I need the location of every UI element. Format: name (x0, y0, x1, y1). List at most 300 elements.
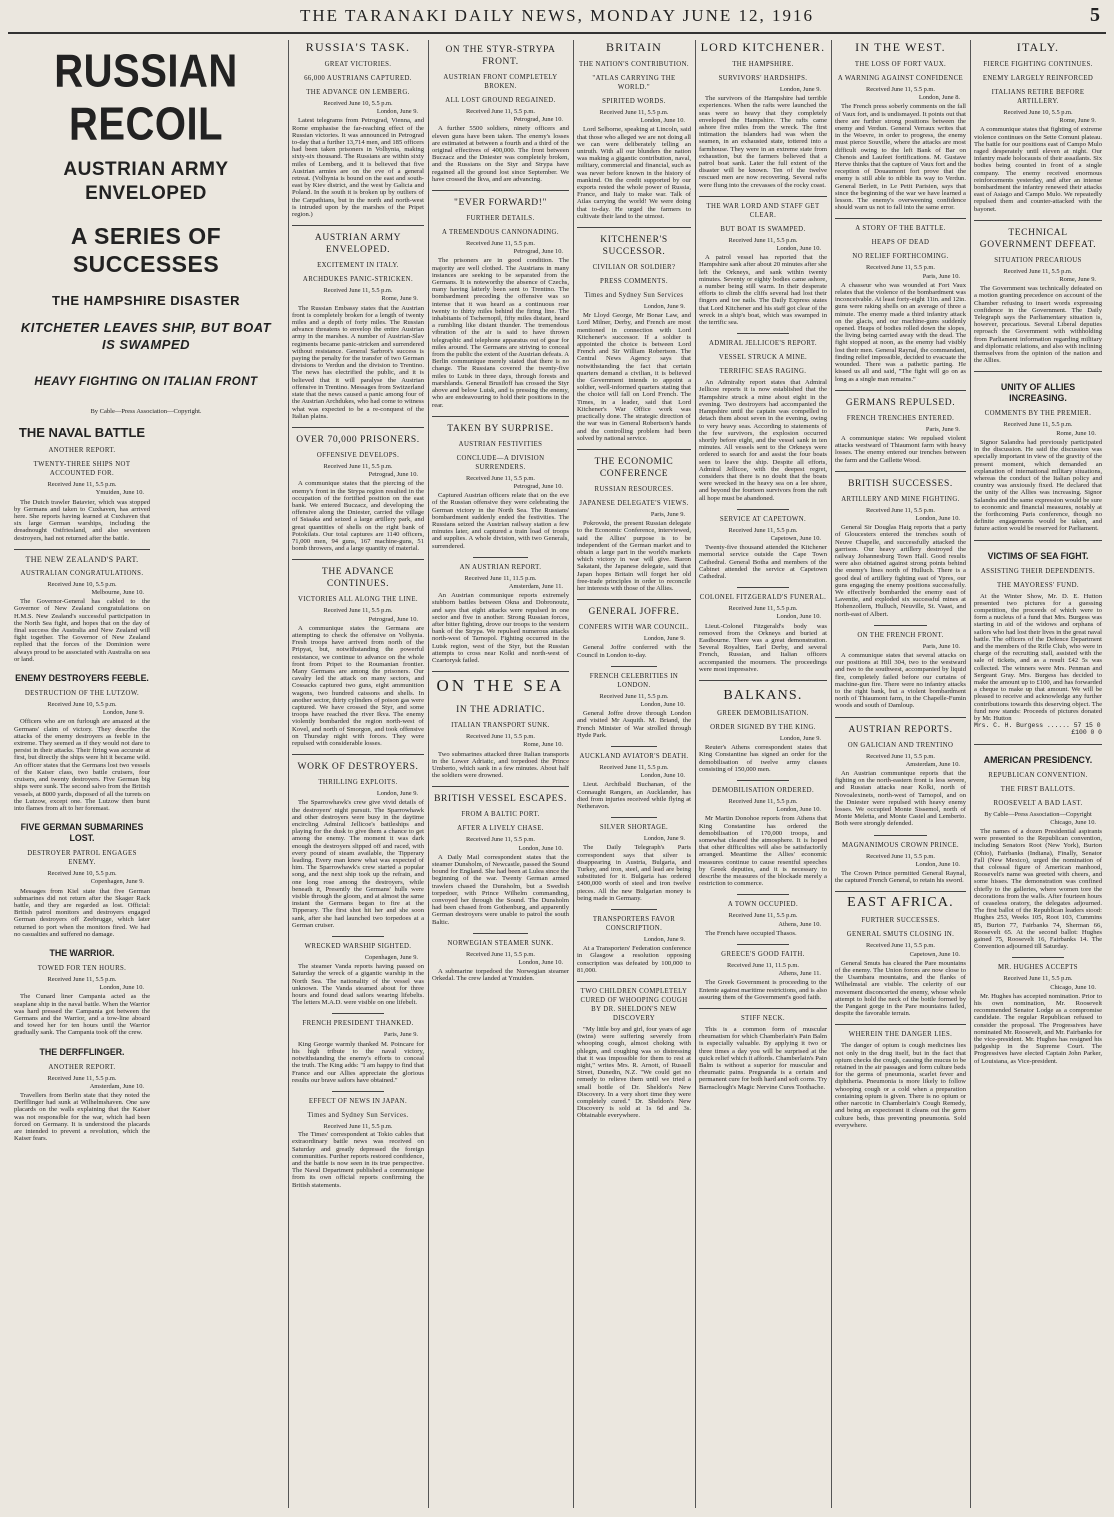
divider (577, 599, 691, 600)
dateline: Received June 11, 5.5 p.m. (728, 605, 798, 613)
subheading: Times and Sydney Sun Services. (307, 1111, 409, 1119)
subheading: FROM A BALTIC PORT. (461, 811, 540, 819)
dateline: Received June 11, 5.5 p.m. (728, 798, 798, 805)
article-text: The Government was technically defeated on a motion granting precedence on account of the Chamber refusing to insert words expressing confidence in the Government. The Daily Telegraph says the Parliamentary situation is, however, precarious. Several Liberal deputies reproach the Government with withholding from Parliament information regarding military and diplomatic relations, and also with inclining themselves from the opinion of the nation and the Allies. (974, 285, 1102, 365)
divider (874, 835, 926, 836)
article-text: The French have occupied Thasos. (705, 929, 797, 937)
place-line: London, June 10. (640, 117, 685, 125)
fund-line: Mrs. C. H. Burgess ...... 57 15 0 (974, 722, 1101, 730)
subheading: A TREMENDOUS CANNONADING. (442, 229, 559, 237)
section-heading: GERMANS REPULSED. (845, 397, 956, 408)
subheading: JAPANESE DELEGATE'S VIEWS. (579, 499, 689, 507)
section-heading: SILVER SHORTAGE. (599, 824, 669, 832)
subheading: ENEMY LARGELY REINFORCED (982, 75, 1094, 82)
dateline: Received June 11, 5.5 p.m. (599, 109, 669, 116)
place-line: Chicago, June 10. (1050, 818, 1096, 826)
place-line: Petrograd, June 10. (368, 471, 418, 479)
column-4 (577, 38, 691, 1508)
headline-kitchener: KITCHETER LEAVES SHIP, BUT BOAT IS SWAMPED (20, 320, 272, 352)
article-text: The survivors of the Hampshire had terrible experiences. When the rafts were launched the seas were so heavy that they completely enveloped the Hampshire. The rafts came ashore five miles from the wreck. The first intimation the islanders had was when the seamen, in an exhausted state, tottered into a farmhouse. They were in an extreme state from exhaustion, but the farmers believed that a patrol boat sank. Later the full extent of the disaster will be known. Ten of the twelve rescued men are now recovering. Several rafts were flung into the crevasses of the rocky coast. (699, 95, 827, 189)
divider (473, 933, 528, 934)
article-text: A patrol vessel has reported that the Hampshire sank after about 20 minutes after she left the Orkneys, and sank within twenty minutes. Seventy or eighty bodies came ashore, a number being still warm. In their desperate efforts to climb the cliffs several had lost their fingers and toe nails. The Daily Express states that Lord Kitchener and his staff got clear of the wreck in a ship's boat, which was swamped in the terrific sea. (699, 254, 827, 327)
subheading: DESTROYER PATROL ENGAGES ENEMY. (27, 850, 137, 867)
headline-series-successes: A SERIES OF SUCCESSES (70, 223, 222, 277)
subheading: PRESS COMMENTS. (600, 278, 668, 286)
section-heading: COLONEL FITZGERALD'S FUNERAL. (699, 594, 827, 602)
divider (332, 936, 385, 937)
advertisement-text: The danger of opium is cough medicines lies not only in the drug itself, but in the fact that opium checks the cough, causing the mucus to be retained in the air passages and form culture beds for the germs of pneumonia, scarlet fever and diphtheria. Pneumonia is more likely to follow whooping cough or a cold when a preparation containing opium is given. There is no opium or other narcotic in Chamberlain's Cough Remedy, and being an expectorant it cleans out the germ culture beds, thus preventing pneumonia. Sold everywhere. (835, 1042, 966, 1129)
subheading: THE LOSS OF FORT VAUX. (854, 61, 947, 68)
article-text: King George warmly thanked M. Poincare for his high tribute to the naval victory, notwithstanding the enemy's efforts to conceal the truth. The King adds: "I am happy to find that France and our Allies appreciate the glorious results our brave sailors have obtained." (292, 1040, 424, 1084)
section-heading: SERVICE AT CAPETOWN. (719, 515, 807, 523)
section-heading: MR. HUGHES ACCEPTS (998, 964, 1078, 972)
subheading: ANOTHER REPORT. (48, 1063, 116, 1071)
subheading: RUSSIAN RESOURCES. (594, 485, 674, 493)
column-lead (14, 38, 278, 1508)
subheading: TERRIFIC SEAS RAGING. (719, 368, 807, 376)
dateline: Received June 11, 5.5 p.m. (466, 474, 535, 482)
article-text: A Daily Mail correspondent states that the steamer Dunsholm, of Newcastle, passed the Sound bound for England. She had been at Lulea since the beginning of the war. Twenty German armed trawlers chased the Dunsholm, but a Swedish torpedoer, with Prince Wilhelm commanding, convoyed her through the Sound. The Dunsholm had been chased from Gothenburg, and apparently German destroyers were unable to patrol the south Baltic. (432, 853, 569, 926)
dateline: Received June 11, 5.5 p.m. (466, 108, 535, 115)
divider (611, 666, 657, 667)
section-heading: ITALY. (1016, 40, 1060, 54)
article-text: General Sir Douglas Haig reports that a party of Gloucesters entered the trenches south of Neuve Chapelle, and successfully attacked the garrison. Our heavy artillery destroyed the railway Johannesburg Town Hall. Good results were also obtained against strong points behind the enemy's lines north of Hulluch. There is a good deal of artillery fighting east of Ypres, our guns engaging the enemy positions successfully. We effectively bombarded the enemy east of Laventie, and exploded six successful mines at Hohenzollern, Hulluch, Neuville, St. Vaast, and north-east of Albert. (835, 524, 966, 618)
section-heading: "EVER FORWARD!" (453, 198, 548, 209)
divider (699, 680, 827, 681)
article-text: Captured Austrian officers relate that on the eve of the Russian offensive they were celebrating the German victory in the North Sea. The Russians' bombardment suddenly ended the festivities. The Russians seized the Austrian railway station a few minutes later, and captured a train load of troops and supplies. A whole division, with two Generals, surrendered. (432, 492, 569, 550)
subheading: GREEK DEMOBILISATION. (717, 709, 809, 717)
place-line: London, June 9. (643, 635, 685, 643)
subheading: A WARNING AGAINST CONFIDENCE (837, 75, 964, 82)
article-text: A communique states: We repulsed violent attacks westward of Thiaumont farm with heavy losses. The enemy entered our trenches between the farm and the Caillette Wood. (835, 434, 966, 464)
place-line: Petrograd, June 10. (513, 248, 563, 256)
subheading: CIVILIAN OR SOLDIER? (592, 264, 676, 272)
article-text: General Joffre drove through London and visited Mr Asquith. M. Briand, the French Minister of War strolled through Hyde Park. (577, 710, 691, 739)
subheading: SITUATION PRECARIOUS (994, 256, 1082, 264)
subheading: THRILLING EXPLOITS. (318, 779, 398, 787)
column-rule (970, 40, 971, 1508)
subheading: THE MAYORESS' FUND. (996, 581, 1080, 589)
divider (974, 744, 1102, 745)
article-text: The prisoners are in good condition. The majority are well clothed. The Austrians in many instances are seeking to be separated from the Germans. It is noteworthy the absence of Czechs, many having latterly been sent to Trentino. The bombardment preceding the offensive was so intense that it was heard as a continuous roar twenty to thirty miles behind the firing line. The inhabitants of Tschernopil, fifty miles distant, heard a rumbling like distant thunder. The tremendous vibration of the air is said to have thrown telegraphic and telephone apparatus out of gear for miles around. The Germans are striving to conceal from the public the extent of the Austrian defeats. A Berlin communique merely stated that there is no change. The Russians covered the twenty-five miles to Lutsk in three days, through forests and marshlands. General Brusiloff has crossed the Styr above and below Lutsk, and is pressing the enemy, who are endeavouring to hold their positions in the rear. (432, 257, 569, 409)
place-line: Amsterdam, June 10. (905, 760, 960, 768)
divider (737, 894, 788, 895)
place-line: Paris, June 9. (650, 510, 685, 518)
section-heading: VICTIMS OF SEA FIGHT. (987, 550, 1089, 561)
subheading: DESTRUCTION OF THE LUTZOW. (24, 690, 140, 698)
naval-battle-heading: THE NAVAL BATTLE (18, 425, 146, 441)
dateline: Received June 11, 5.5 p.m. (728, 526, 798, 534)
article-text: Two submarines attacked three Italian transports in the Lower Adriatic, and torpedoed the Prince Umberto, which sank in a few minutes. About half the soldiers were drowned. (432, 750, 569, 780)
section-heading: KITCHENER'S SUCCESSOR. (600, 235, 668, 258)
section-heading: EFFECT OF NEWS IN JAPAN. (308, 1097, 408, 1105)
divider (292, 427, 424, 428)
place-line: London, June 10. (776, 245, 821, 253)
article-text: General Smuts has cleared the Pare mountains of the enemy. The Union forces are now close to the Usambara mountains, and the flanks of Wilhelmstal are visible. The celerity of our movement disconcerted the enemy, whose whole attempt to hold the neck of the bottle formed by the Pangani gorge in the Pare mountains failed, despite the favorable terrain. (835, 959, 966, 1018)
advertisement-text: This is a common form of muscular rheumatism for which Chamberlain's Pain Balm is especially valuable. By applying it two or three times a day you will be surprised at the quick relief which it affords. Chamberlain's Pain Balm is without a superior for muscular and rheumatic pains. Pregnanda is a certain and permanent cure for both hard and soft corns. Try Barnsclough's Magic Nervine Cures Toothache. (699, 1026, 827, 1091)
place-line: Rome, June 9. (1059, 117, 1096, 125)
place-line: London, June 10. (99, 984, 144, 992)
subheading: AUSTRIAN FESTIVITIES (458, 440, 543, 448)
byline: By Cable—Press Association—Copyright (984, 810, 1092, 818)
column-rule (831, 40, 832, 1508)
headline-italian-front: HEAVY FIGHTING ON ITALIAN FRONT (34, 376, 258, 388)
article-text: An Austrian communique reports extremely stubborn battles between Okna and Dobronoutz, and says that eight attacks were repulsed in one sector and five in another. Strong Russian forces, after bitter fighting, drove our troops to the western bank of the Strypa. We repulsed numerous attacks north-west of Tarnopol. Fighting occurred in the Lutsk region, west of the Styr, but the Russian attempts to cross near Kolki and north-west of Czartorysk failed. (432, 592, 569, 664)
divider (874, 625, 926, 626)
article-text: Mr. Hughes has accepted nomination. Prior to his own nomination, Mr. Roosevelt recommended Senator Lodge as a compromise candidate. The regular Republican refused to consider the proposal. The Progressives have nominated Mr. Roosevelt, and Mr. Fairbanks for the vice-president. Mr. Hughes has resigned his judgeship in the Supreme Court. The Progressives have elected Captain John Parker, of Louisiana, as Vice-president. (974, 992, 1102, 1065)
place-line: Petrograd, June 10. (513, 482, 563, 490)
place-line: London, June 9. (376, 790, 418, 798)
article-text: General Joffre conferred with the Council in London to-day. (577, 644, 691, 659)
article-text: Lieut.-Colonel Fitzgerald's body was removed from the Orkneys and buried at Eastbourne. There was a great demonstration. Several Royalties, Earl Derby, and several French, Russian, and Italian officers accompanied the mourners. The proceedings were most impressive. (699, 622, 827, 673)
section-heading: DEMOBILISATION ORDERED. (711, 787, 815, 794)
subheading: THE FIRST BALLOTS. (1000, 785, 1076, 793)
divider (332, 1091, 385, 1092)
section-heading: ENEMY DESTROYERS FEEBLE. (15, 673, 149, 684)
section-heading: BRITISH VESSEL ESCAPES. (434, 794, 567, 805)
subheading: ASSISTING THEIR DEPENDENTS. (980, 567, 1096, 575)
dateline: Received June 11, 5.5 p.m. (728, 236, 798, 244)
place-line: London, June 9. (102, 709, 144, 717)
dateline: Received June 11, 5.5 p.m. (47, 481, 117, 489)
section-heading: TAKEN BY SURPRISE. (447, 423, 554, 434)
dateline: Received June 11, 5.5 p.m. (599, 763, 669, 771)
page-number: 5 (1090, 4, 1100, 26)
section-heading: THE ECONOMIC CONFERENCE (594, 456, 674, 479)
byline: By Cable—Press Association—Copyright. (90, 408, 202, 415)
place-line: Copenhagen, June 9. (364, 954, 418, 962)
place-line: London, June 10. (776, 613, 821, 621)
place-line: London, June 9. (376, 108, 418, 116)
divider (835, 717, 966, 718)
dateline: Received June 11, 5.5 p.m. (866, 264, 935, 272)
divider (292, 225, 424, 226)
divider (699, 196, 827, 197)
subheading: FIERCE FIGHTING CONTINUES. (983, 61, 1093, 68)
subheading: Times and Sydney Sun Services (584, 292, 684, 300)
section-heading: NORWEGIAN STEAMER SUNK. (447, 939, 554, 947)
divider (611, 909, 657, 910)
article-text: The Times' correspondent at Tokio cables that extraordinary battle news was received on Saturday and greatly depressed the foreign communities. Further reports restored confidence, and the battle is now seen in its true perspective. The Naval Department published a communique from its own official reports confirming the British statements. (292, 1131, 424, 1189)
column-6 (835, 38, 966, 1508)
subheading: THE ADVANCE ON LEMBERG. (306, 89, 410, 96)
article-text: Reuter's Athens correspondent states that King Constantine has signed an order for the demobilisation of twelve army classes consisting of 150,000 men. (699, 744, 827, 773)
article-text: A further 5500 soldiers, ninety officers and eleven guns have been taken. The enemy's losses are estimated at between a fourth and a third of the original effectives of 400,000. The front between Buczacz and the Dniester was completely broken, and the Russians on the Styr and Strypa have regained all the ground lost since September. We have crossed the Ikva, and are advancing. (432, 125, 569, 183)
subheading: CONFERS WITH WAR COUNCIL. (578, 624, 690, 632)
article-text: Pokrovski, the present Russian delegate to the Economic Conference, interviewed, said the Allies' purpose is to be independent of the German market and to obtain a large part in the world's markets which victory in war will give. Baron Sakatani, the Japanese delegate, said that Japan hopes Britain will forget her old free-trade principles in order to reconcile her interests with those of the Allies. (577, 520, 691, 592)
section-heading: FRENCH CELEBRITIES IN LONDON. (589, 672, 679, 689)
section-heading: ON THE SEA (436, 676, 565, 696)
divider (577, 227, 691, 228)
divider (737, 780, 788, 781)
section-heading: OVER 70,000 PRISONERS. (296, 434, 420, 445)
section-heading: GENERAL JOFFRE. (588, 607, 680, 618)
dateline: Received June 11, 5.5 p.m. (466, 950, 535, 958)
article-text: The steamer Vanda reports having passed on Saturday the wreck of a gigantic warship in the North Sea. The nationality of the vessel was unknown. The Vanda steamed about for three hours and found dead sailors wearing lifebelts. The letters M.A.D. were visible on one lifebelt. (292, 963, 424, 1007)
section-heading: LORD KITCHENER. (700, 40, 826, 54)
subheading: THE HAMPSHIRE. (732, 61, 794, 68)
advertisement-heading: WHEREIN THE DANGER LIES. (848, 1031, 953, 1039)
divider (737, 333, 788, 334)
divider (473, 557, 528, 558)
divider (611, 817, 657, 818)
divider (577, 449, 691, 450)
subheading: SURVIVORS' HARDSHIPS. (718, 75, 808, 82)
subheading: BUT BOAT IS SWAMPED. (720, 225, 806, 233)
section-heading: AN AUSTRIAN REPORT. (459, 563, 542, 571)
article-text: The Crown Prince permitted General Raynal, the captured French General, to retain his sword. (835, 870, 966, 885)
divider (974, 371, 1102, 372)
place-line: Rome, June 9. (1059, 276, 1096, 284)
article-text: A communique states that the piercing of the enemy's front in the Strypa region resulted in the occupation of the fortified position on the east bank. We entered Buczacz, and developing the offensive along the Dniester, carried the village of Ssiaaka and seized a large artillery park, and great quantities of shells on the right bank of Potokilats. Our total captures are 1140 officers, 71,000 men, 94 guns, 167 machine-guns, 51 bomb throwers, and a large quantity of material. (292, 480, 424, 553)
article-text: A communique states the Germans are attempting to check the offensive on Volhynia. Fresh troops have arrived from north of the Pripyat, but, notwithstanding the powerful resistance, we continue to advance on the whole front from Pripet to the Roumanian frontier. Many Germans are among the prisoners. Our cavalry led the attack on many sectors, and Cossacks captured two guns, eight ammunition wagons, two hundred caissons and shells. In another sector, thirty cylinders of poison gas were captured. We have crossed the Styr, and some troops have reached the river Ikva. The enemy violently bombarded the region north-west of Kovel, and north of Smorgon, and took offensive on Thursday night with forces. They were repulsed with considerable losses. (292, 624, 424, 747)
dateline: Received June 10, 5.5 p.m. (47, 870, 117, 878)
place-line: London, June 10. (915, 514, 960, 522)
section-heading: THE ADVANCE CONTINUES. (321, 567, 395, 590)
section-heading: ADMIRAL JELLICOE'S REPORT. (708, 340, 818, 348)
place-line: London, June 10. (776, 806, 821, 814)
divider (974, 220, 1102, 221)
place-line: London, June 10. (518, 959, 563, 967)
article-text: The Sparrowhawk's crew give vivid details of the destroyers' night pursuit. The Sparrowhawk and other destroyers were busy in the daytime encircling Admiral Jellicoe's battleships and playing for the dusk to give them a chance to get among the enemy. The moment it was dark enough the destroyers slipped off and raced, with every pound of steam available, the Tipperary leading. Every man knew what was expected of him. The Sparrowhawk's crew started a popular song, and the next ship took up the refrain, and one long rose among the destroyers, while beneath it, Presently the Germans' hulls were visible through the gloom, and at almost the same instant the Germans began to fire at the Tipperary. The first shot hit her and she soon sank, after she had launched two torpedoes at a German cruiser. (292, 799, 424, 929)
place-line: Ymuiden, June 10. (95, 489, 144, 497)
article-text: Messages from Kiel state that five German submarines did not return after the Skager Rack battle, and they are regarded as lost. Official: British patrol monitors and destroyers engaged German destroyers off Zeebrugge, which later returned to port when the monitors fired. We had no casualties and suffered no damage. (14, 887, 150, 938)
article-text: Travellers from Berlin state that they noted the Derfflinger had sunk at Wilhelmshaven. One saw placards on the walls explaining that the Kaiser was not responsible for the war, which had been forced on Germany. It is understood the placards are intended to prevent a revolution, which the Kaiser fears. (14, 1091, 150, 1143)
dateline: Received June 11, 5.5 p.m. (323, 1122, 393, 1130)
dateline: Received June 11, 11.5 p.m. (464, 574, 537, 582)
divider (835, 218, 966, 219)
subheading: ARTILLERY AND MINE FIGHTING. (841, 495, 960, 503)
subheading: SPIRITED WORDS. (602, 98, 666, 105)
subheading: VESSEL STRUCK A MINE. (718, 354, 808, 362)
place-line: Amsterdam, June 10. (89, 1082, 144, 1090)
divider (14, 549, 150, 550)
article-text: A submarine torpedoed the Norwegian steamer Orkedal. The crew landed at Ymuiden. (432, 968, 569, 983)
subheading: FRENCH TRENCHES ENTERED. (846, 414, 955, 422)
article-text: Mr Martin Donohoe reports from Athens that King Constantine has ordered the demobilisation of 170,000 troops, and somewhat cleared the atmosphere. It is hoped that other difficulties will also be satisfactorily arranged. Meantime the Allies' economic measures continue to cause resentful speeches by Greek deputies, and it is necessary to describe the measures of the blockade merely a restriction to commerce. (699, 815, 827, 888)
place-line: London, June 10. (640, 700, 685, 708)
article-text: The Russian Embassy states that the Austrian front is completely broken for a length of twenty miles and a depth of forty miles. The Russian advance threatens to envelop the entire Austrian army in the marshes. A number of Austrian-Slav regiments became panic-stricken and surrendered without resistance. General Sarbrot's success is paying the penalty for the transfer of two German divisions to Verdun and the division to Trentino. The news has electrified the public, and it is believed that it will paralyse the Austrian offensive in Trentino. Messages from Switzerland state that the news caused a panic among four of the Austrian Archdukes, who had come to witness what was expected to be a re-conquest of the Italian plains. (292, 304, 424, 420)
place-line: Chicago, June 10. (1050, 983, 1096, 991)
subheading: OFFENSIVE DEVELOPS. (316, 451, 400, 459)
column-7 (974, 38, 1102, 1508)
subheading: TWENTY-THREE SHIPS NOT ACCOUNTED FOR. (33, 461, 131, 478)
section-heading: RUSSIA'S TASK. (305, 40, 411, 54)
column-3 (432, 38, 569, 1508)
divider (432, 416, 569, 417)
subheading: ON GALICIAN AND TRENTINO (847, 741, 954, 749)
place-line: Copenhagen, June 9. (90, 878, 144, 886)
subheading: 66,000 AUSTRIANS CAPTURED. (304, 75, 412, 82)
subheading: AUSTRIAN FRONT COMPLETELY BROKEN. (443, 74, 558, 90)
dateline: Received June 11, 5.5 p.m. (1003, 421, 1073, 429)
dateline: Received June 11, 5.5 p.m. (466, 733, 535, 741)
divider (835, 891, 966, 892)
place-line: London, June 9. (779, 86, 821, 93)
subheading: ITALIANS RETIRE BEFORE ARTILLERY. (991, 89, 1085, 105)
subheading: COMMENTS BY THE PREMIER. (984, 410, 1092, 418)
section-heading: AUSTRIAN ARMY ENVELOPED. (314, 233, 402, 256)
subheading: AFTER A LIVELY CHASE. (457, 825, 544, 833)
place-line: Paris, June 10. (922, 272, 960, 280)
article-text: The Daily Telegraph's Paris correspondent says that silver is disappearing in Austria, Bulgaria, and Turkey, and iron, steel, and lead are being substituted for it. Bulgaria has ordered £400,000 worth of steel and iron twelve pieces. All the new Bulgarian money is being made in Germany. (577, 844, 691, 902)
subheading: FURTHER SUCCESSES. (861, 917, 940, 925)
dateline: Received June 11, 11.5 p.m. (727, 962, 799, 970)
dateline: Received June 11, 5.5 p.m. (866, 752, 935, 760)
divider (835, 1024, 966, 1025)
section-heading: AUSTRIAN REPORTS. (848, 724, 953, 735)
section-heading: A STORY OF THE BATTLE. (855, 225, 946, 233)
dateline: Received June 11, 5.5 p.m. (1003, 267, 1073, 275)
section-heading: BALKANS. (723, 687, 803, 703)
article-text: A communique states that several attacks on our positions at Hill 304, two to the westward and two to the southwest, accompanied by liquid fire, completely failed before our curtains of machine-gun fire. There were no infantry attacks to the right bank, but a violent bombardment north of Thiaumont farm, in the Chapelle-Fumin woods and south of Damloup. (835, 651, 966, 710)
dateline: Received June 11, 5.5 p.m. (323, 607, 393, 615)
section-heading: THE DERFFLINGER. (39, 1046, 125, 1057)
masthead-rule (8, 32, 1106, 34)
dateline: Received June 11, 5.5 p.m. (323, 287, 393, 295)
headline-hampshire: THE HAMPSHIRE DISASTER (52, 293, 240, 308)
lead-subcolumn (14, 425, 150, 1142)
dateline: Received June 11, 5.5 p.m. (1003, 975, 1073, 983)
dateline: Received June 11, 5.5 p.m. (866, 86, 935, 93)
dateline: Received June 11, 5.5 p.m. (866, 942, 935, 950)
section-heading: WRECKED WARSHIP SIGHTED. (304, 943, 412, 951)
section-heading: BRITISH SUCCESSES. (848, 478, 953, 489)
place-line: Athens, June 10. (778, 920, 821, 928)
divider (699, 1008, 827, 1009)
section-heading: TRANSPORTERS FAVOR CONSCRIPTION. (592, 916, 676, 933)
article-text: A communique states that fighting of extreme violence continues on the Sette Comuni plateau. The battle for our positions east of Campo Mulo raged desperately until eleven at night. Our infantry made holocausts of their assailants. Six bodies being counted in front of a single company. The enemy received enormous reinforcements yesterday, and after an intense bombardment the infantry renewed their attacks east of Asiago and Campo Mulo. We repeatedly repulsed them and counter-attacked with the bayonet. (974, 126, 1102, 213)
subheading: NO RELIEF FORTHCOMING. (852, 253, 949, 261)
dateline: Received June 11, 5.5 p.m. (47, 975, 117, 983)
article-text: Twenty-five thousand attended the Kitchener memorial service outside the Cape Town Cathedral. General Botha and members of the Cabinet attended the service at Capetown Cathedral. (699, 544, 827, 580)
place-line: Rome, June 10. (523, 741, 563, 749)
section-heading: UNITY OF ALLIES INCREASING. (1000, 382, 1076, 404)
dateline: Received June 10, 5.5 p.m. (1003, 109, 1073, 116)
section-heading: GREECE'S GOOD FAITH. (721, 951, 805, 959)
section-heading: THE WAR LORD AND STAFF GET CLEAR. (706, 202, 820, 219)
column-5 (699, 38, 827, 1508)
advertisement-heading: TWO CHILDREN COMPLETELY CURED OF WHOOPING COUGH BY DR. SHELDON'S NEW DISCOVERY (580, 988, 688, 1023)
divider (292, 754, 424, 755)
divider (577, 981, 691, 982)
section-heading: THE WARRIOR. (49, 947, 115, 958)
place-line: London, June 9. (779, 734, 821, 742)
subheading: "ATLAS CARRYING THE WORLD." (592, 75, 676, 91)
section-heading: TECHNICAL GOVERNMENT DEFEAT. (979, 227, 1097, 250)
place-line: Paris, June 9. (925, 425, 960, 433)
dateline: Received June 11, 5.5 p.m. (466, 836, 535, 844)
place-line: Athens, June 11. (778, 970, 821, 978)
subheading: ORDER SIGNED BY THE KING. (710, 723, 816, 731)
place-line: Paris, June 10. (922, 642, 960, 650)
article-text: A chasseur who was wounded at Fort Vaux relates that the violence of the bombardment was inconceivable. At least forty-eight 11in. and 12in. guns were raking shells on an average of three a minute. The enemy made a third infantry attack on the glacis, and our machine-guns suddenly opened. Heaps of bodies rolled down the slopes, the living being carried away with the dead. The fight stopped at noon, as the enemy had visibly lost their men. General Raynal, the commandant, finding relief impossible, decided to evacuate the wounded. There was a pathetic parting. He kissed us all and said, "The fight will go on as long as a single man remains." (835, 281, 966, 383)
place-line: Rome, June 9. (381, 295, 418, 303)
place-line: London, June 10. (915, 860, 960, 868)
section-heading: THE NEW ZEALAND'S PART. (25, 554, 139, 564)
place-line: London, June 10. (518, 844, 563, 852)
section-heading: AMERICAN PRESIDENCY. (983, 754, 1093, 765)
article-text: Mr Lloyd George, Mr Bonar Law, and Lord Milner, Derby, and French are most mentioned in connection with Lord Kitchener's successor. If a soldier is appointed the choice is between Lord French and Sir William Robertson. The Central News Agency says that notwithstanding the fact that certain quarters demand a civilian, it is believed the Government intends to appoint a soldier, well-informed quarters stating that the choice will fall on Lord French. The Times, in a leader, said that Lord Kitchener's War Office work was practically done. The strategic direction of the war was in General Robertson's hands and the controlling problem had been solved by national service. (577, 312, 691, 442)
subheading: EXCITEMENT IN ITALY. (317, 262, 399, 270)
column-rule (695, 40, 696, 1508)
place-line: Paris, June 9. (383, 1031, 418, 1039)
subheading: ARCHDUKES PANIC-STRICKEN. (302, 276, 414, 284)
article-text: Lord Selborne, speaking at Lincoln, said that those who alleged we are not doing all we can were deliberately telling an untruth. With all our blunders the nation was making a gigantic contribution, naval, military, commercial and financial, such as was never before known in the history of mankind. On the credit supported by our exports rested the whole power of Russia, France, and Italy to make war. Talk of Atlas carrying the world! We were doing that to-day. He urged the farmers to cultivate their land to the utmost. (577, 126, 691, 220)
dateline: Received June 11, 5.5 p.m. (323, 462, 393, 470)
article-text: Signor Salandra had previously participated in the discussion. He said the discussion was specially important in view of the gravity of the present moment, which demanded an explanation of international military situations, whereas the conduct of the Italian policy and country was anxiously fixed. He declared that the unity of the Allies was increasing. Signor Salandra and the same expression would be sure to economic and financial measures, notably at the forthcoming Paris conference, though no definite engagements would be taken, and future action would be reserved for Parliament. (974, 438, 1102, 533)
advertisement-heading: STIFF NECK. (740, 1015, 786, 1023)
subheading: FURTHER DETAILS. (466, 215, 535, 223)
subheading: GENERAL SMUTS CLOSING IN. (846, 931, 955, 939)
section-heading: ON THE FRENCH FRONT. (857, 631, 944, 639)
newspaper-title: THE TARANAKI DAILY NEWS, MONDAY JUNE 12, 1916 (300, 6, 814, 25)
subheading: TOWED FOR TEN HOURS. (37, 964, 127, 972)
column-rule (288, 40, 289, 1508)
dateline: Received June 10, 5.5 p.m. (323, 100, 393, 107)
section-heading: A TOWN OCCUPIED. (727, 901, 799, 909)
masthead (0, 0, 1114, 36)
section-heading: AUCKLAND AVIATOR'S DEATH. (579, 752, 689, 760)
section-heading: MAGNANIMOUS CROWN PRINCE. (841, 841, 960, 849)
section-heading: EAST AFRICA. (847, 895, 954, 911)
subheading: CONCLUDE—A DIVISION SURRENDERS. (456, 454, 545, 471)
section-heading: BRITAIN (605, 40, 663, 54)
article-text: The names of a dozen Presidential aspirants were presented to the Republican convention, including Senators Root (New York), Burton (Ohio), Fairbanks (Indiana), Finally, Senator Fall (New Mexico), urged the nomination of that colossal figure of American manhood, Roosevelt's name was greeted with cheers, and some hisses. The demonstration was confined chiefly to the galleries, where women tore the decorations from the walls. After fourteen hours of ceaseless oratory, the delegates adjourned. The first ballot of the Republican leaders stood: Hughes 253, Weeks 105, Root 103, Cummins 85, Burton 77, Fairbanks 74, Sherman 66, Roosevelt 65. At the second ballot: Hughes gained 75, Roosevelt 16, Fairbanks 14. The Convention adjourned till Saturday. (974, 828, 1102, 951)
place-line: Rome, June 10. (1056, 429, 1096, 437)
subheading: THE NATION'S CONTRIBUTION. (579, 61, 689, 68)
divider (292, 559, 424, 560)
article-text: The Cunard liner Campania acted as the seaplane ship in the naval battle. When the Warrior was hard pressed the Campania got between the Germans and the Warrior, and a tow-line aboard and towed her for ten hours until the Warrior gradually sank. The Campania took off the crew. (14, 993, 150, 1037)
column-rule (428, 40, 429, 1508)
article-text: The French press soberly comments on the fall of Vaux fort, and is undismayed. It points out that there are further strong positions between the enemy and Verdun. General Verraux writes that in the Woevre, in order to progress, the enemy must pierce Souville, where the attacks are most difficult owing to the left Bank of Bar on Chenois and Laufeet fortifications. M. Gustave Herve thinks that the capture of Vaux fort and the reception of Douaumont fort prove that the enemy is still able to nibble its way to Verdun. General Berlett, in Le Petit Parisien, says that since the beginning of the war we have learned a lesson. The enemy's overweening confidence should warn us not to fall into the same error. (835, 103, 966, 212)
subheading: IN THE ADRIATIC. (456, 705, 545, 716)
subheading: ALL LOST GROUND REGAINED. (445, 97, 556, 104)
place-line: Capetown, June 10. (909, 950, 960, 958)
place-line: London, June 9. (643, 835, 685, 843)
dateline: Received June 11, 5.5 p.m. (47, 1074, 117, 1082)
subheading: ITALIAN TRANSPORT SUNK. (451, 722, 550, 730)
article-text: The Greek Government is proceeding to the Entente against maritime restrictions, and is also assuring them of the Government's good faith. (699, 979, 827, 1001)
divider (432, 671, 569, 672)
headline-russian-recoil: RUSSIAN RECOIL (54, 46, 238, 150)
divider (974, 540, 1102, 541)
subheading: ANOTHER REPORT. (48, 447, 116, 455)
article-text: An Austrian communique reports that the fighting on the north-eastern front is less severe, and Russian attacks near Kolki, north of Novoalexinets, north-west of Tarnopol, and on the Dniester were repulsed with heavy enemy losses. We occupied Monte Sissemol, north of Monte Meletta, and Monte Castel and Lemberto. Both were strongly defended. (835, 770, 966, 828)
place-line: London, June 9. (643, 303, 685, 311)
divider (737, 944, 788, 945)
dateline: Received June 10, 5.5 p.m. (47, 701, 117, 709)
column-2 (292, 38, 424, 1508)
article-text: The Governor-General has cabled to the Governor of New Zealand congratulations on H.M.S. New Zealand's successful participation in the North Sea fight, and hopes that on the day of final success the Australia and New Zealand will fight together. The Governor of New Zealand replied that the forces of the Dominion were always proud to be associated with Australia on sea or land. (14, 598, 150, 663)
place-line: Petrograd, June 10. (513, 116, 563, 124)
article-text: At a Transporters' Federation conference in Glasgow a resolution opposing conscription was defeated by 100,000 to 81,000. (577, 945, 691, 974)
divider (332, 1013, 385, 1014)
place-line: Melbourne, June 10. (91, 589, 144, 597)
dateline: Received June 11, 5.5 p.m. (466, 240, 535, 248)
section-heading: FIVE GERMAN SUBMARINES LOST. (20, 822, 144, 844)
subheading: GREAT VICTORIES. (324, 61, 392, 68)
section-heading: FRENCH PRESIDENT THANKED. (302, 1020, 414, 1028)
article-text: Latest telegrams from Petrograd, Vienna, and Rome emphasise the far-reaching effect of the Russian victories. It was announced in Petrograd to-day that a further 13,714 men, and 185 officers had been taken prisoners in Volhynia, making sixty-six thousand. The Russians are within sixty miles of Lemberg, and it is believed that five Austrian armies are on the eve of a general retreat. (Volhynia is bound on the east and south-east by Kiev district, and the west by Galicia and Poland. In the south it is broken up by outliers of the Carpathians, but in the north and north-west is intruded upon by the marshes of the Pripet region.) (292, 117, 424, 219)
subheading: AUSTRALIAN CONGRATULATIONS. (20, 569, 144, 577)
dateline: Received June 11, 5.5 p.m. (599, 692, 669, 700)
divider (835, 390, 966, 391)
section-heading: IN THE WEST. (855, 40, 946, 54)
place-line: London, June 9. (643, 936, 685, 944)
divider (737, 587, 788, 588)
divider (432, 786, 569, 787)
